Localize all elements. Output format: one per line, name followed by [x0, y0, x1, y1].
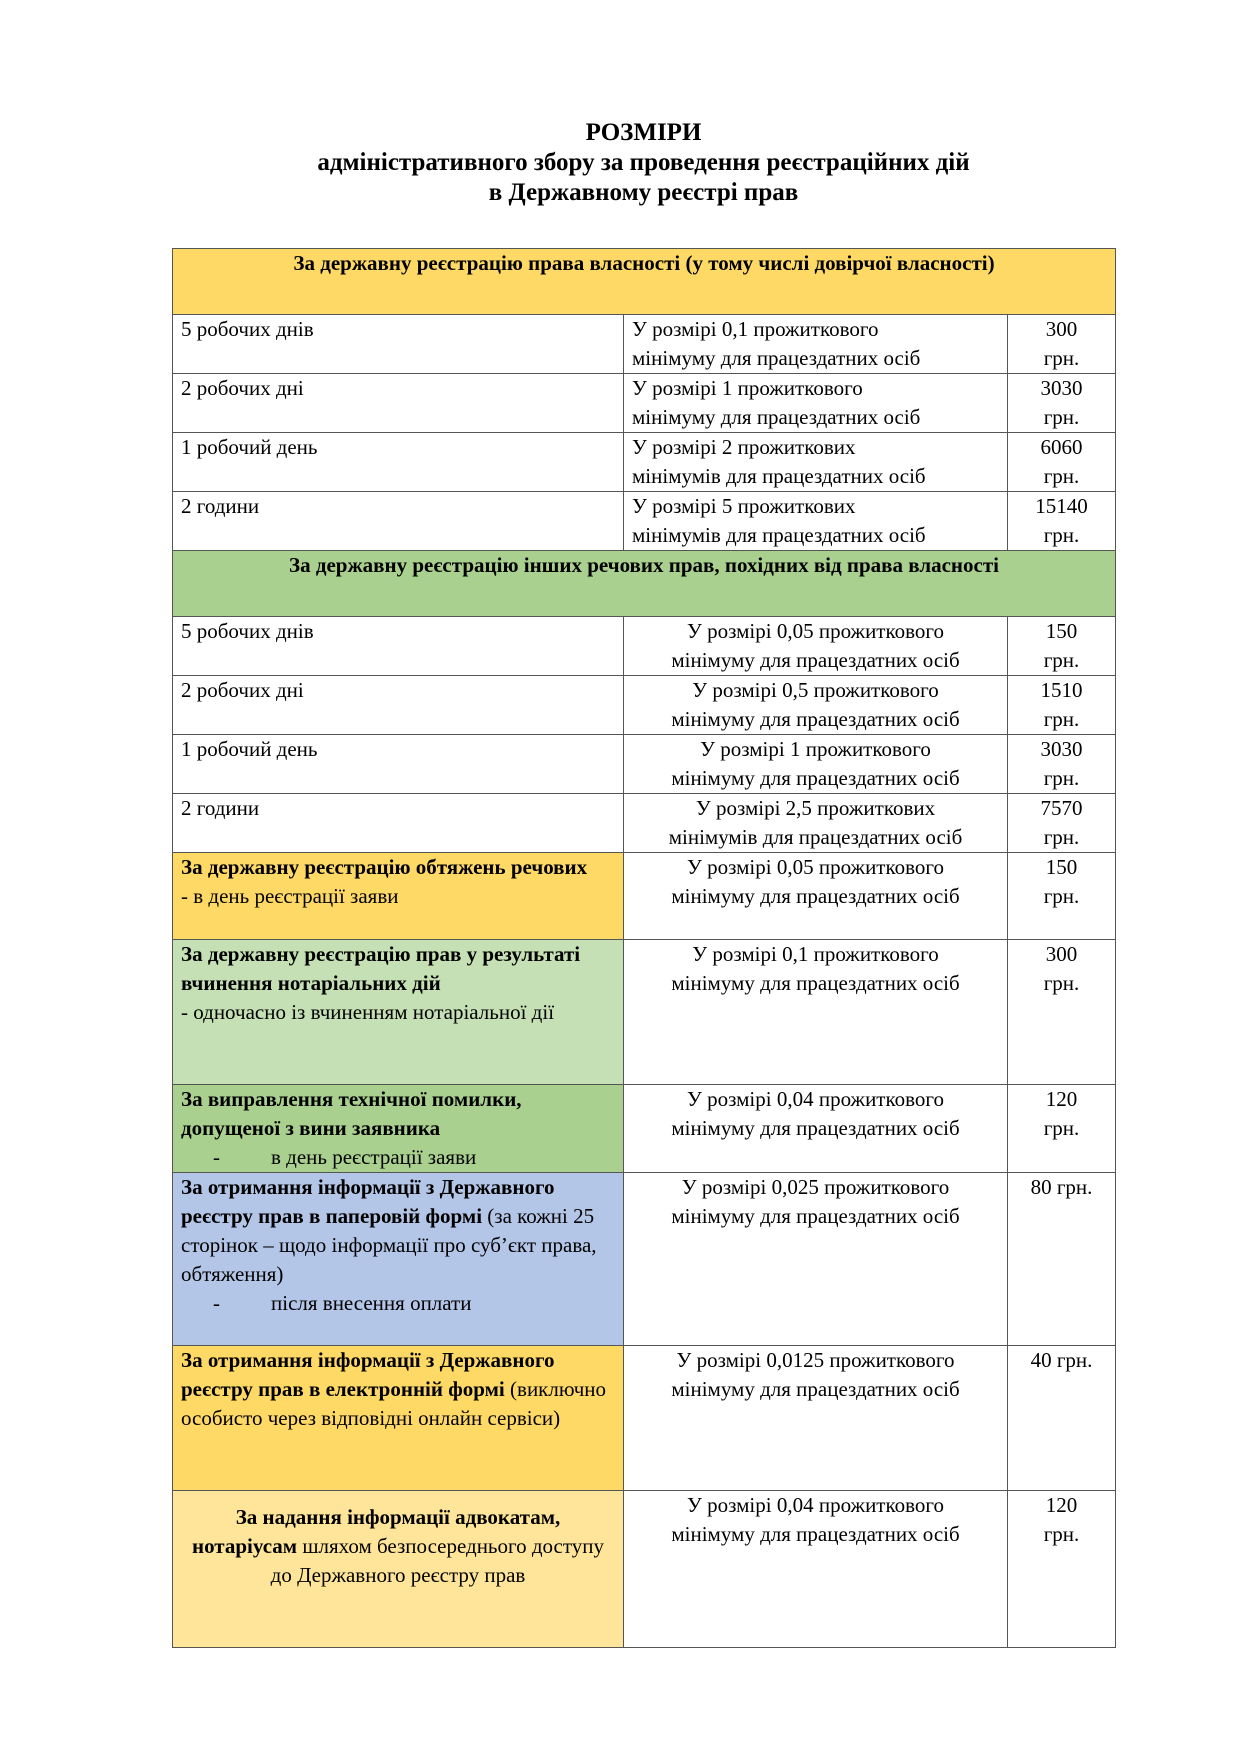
description-line: мінімуму для працездатних осіб [671, 884, 960, 908]
amount-value: 150 [1045, 855, 1078, 879]
description-line: мінімумів для працездатних осіб [632, 464, 926, 488]
amount-value: 300 [1045, 942, 1078, 966]
amount-cell: 40 грн. [1008, 1346, 1116, 1491]
table-row-paper-info [173, 1173, 1116, 1346]
amount-value: 15140 [1035, 494, 1088, 518]
amount-value: 6060 [1040, 435, 1083, 459]
section-heading-text: За державну реєстрацію права власності (у тому числі довірчої власності) [173, 249, 1116, 315]
description-line: мінімуму для працездатних осіб [671, 648, 960, 672]
description-cell [624, 794, 1008, 853]
amount-unit: грн. [1043, 825, 1080, 849]
table-row-technical-error [173, 1085, 1116, 1173]
service-note-line [181, 1143, 615, 1172]
document-title [172, 118, 1115, 208]
service-note: - в день реєстрації заяви [181, 884, 399, 908]
amount-unit: грн. [1043, 464, 1080, 488]
amount-unit: грн. [1043, 405, 1080, 429]
bullet-dash: - [213, 1145, 220, 1169]
service-title: За надання інформації адвокатам, нотаріусам [191, 1505, 561, 1558]
amount-value: 1510 [1040, 678, 1083, 702]
amount-cell [1008, 940, 1116, 1085]
fees-table [172, 248, 1116, 1648]
description-line: мінімуму для працездатних осіб [671, 1522, 960, 1546]
description-line: У розмірі 1 прожиткового [632, 376, 863, 400]
term-cell: 1 робочий день [173, 735, 624, 794]
amount-unit: грн. [1043, 766, 1080, 790]
description-line: У розмірі 0,1 прожиткового [692, 942, 939, 966]
service-text [181, 1173, 615, 1289]
service-note-line [181, 1289, 615, 1318]
term-cell: 5 робочих днів [173, 617, 624, 676]
amount-unit: грн. [1043, 707, 1080, 731]
description-line: У розмірі 0,05 прожиткового [687, 855, 944, 879]
description-cell [624, 1491, 1008, 1648]
service-note: - одночасно із вчиненням нотаріальної дії [181, 1000, 555, 1024]
description-line: мінімуму для працездатних осіб [671, 1204, 960, 1228]
description-line: мінімуму для працездатних осіб [671, 971, 960, 995]
amount-unit: грн. [1043, 884, 1080, 908]
service-title: За отримання інформації з Державного реєстру прав в паперовій формі [181, 1175, 555, 1228]
amount-unit: грн. [1043, 346, 1080, 370]
service-cell [173, 1346, 624, 1491]
table-row [173, 617, 1116, 676]
description-line: мінімуму для працездатних осіб [671, 1116, 960, 1140]
service-cell [173, 1491, 624, 1648]
table-row [173, 433, 1116, 492]
title-line-2: адміністративного збору за проведення реєстраційних дій [317, 149, 970, 176]
amount-cell [1008, 676, 1116, 735]
amount-value: 3030 [1040, 376, 1083, 400]
term-cell: 2 години [173, 492, 624, 551]
amount-cell [1008, 315, 1116, 374]
description-line: У розмірі 0,0125 прожиткового [676, 1348, 955, 1372]
description-line: У розмірі 1 прожиткового [700, 737, 931, 761]
description-line: У розмірі 0,1 прожиткового [632, 317, 879, 341]
service-note: в день реєстрації заяви [271, 1145, 477, 1169]
amount-value: 120 [1045, 1087, 1078, 1111]
service-title: За державну реєстрацію обтяжень речових [181, 855, 588, 879]
amount-cell [1008, 1491, 1116, 1648]
service-title: За отримання інформації з Державного реєстру прав в електронній формі [181, 1348, 555, 1401]
description-line: У розмірі 2 прожиткових [632, 435, 856, 459]
amount-value: 3030 [1040, 737, 1083, 761]
amount-cell: 80 грн. [1008, 1173, 1116, 1346]
table-row-notarial [173, 940, 1116, 1085]
amount-cell [1008, 433, 1116, 492]
service-cell [173, 853, 624, 940]
description-cell [624, 1085, 1008, 1173]
title-line-3: в Державному реєстрі прав [488, 179, 799, 206]
description-cell [624, 433, 1008, 492]
table-row [173, 794, 1116, 853]
description-line: мінімуму для працездатних осіб [671, 1377, 960, 1401]
description-line: мінімуму для працездатних осіб [632, 405, 921, 429]
description-line: У розмірі 0,04 прожиткового [687, 1087, 944, 1111]
table-row [173, 492, 1116, 551]
description-cell [624, 1173, 1008, 1346]
table-row-electronic-info [173, 1346, 1116, 1491]
description-line: мінімуму для працездатних осіб [632, 346, 921, 370]
service-details: шляхом безпосереднього доступу до Державного реєстру прав [270, 1534, 605, 1587]
term-cell: 2 години [173, 794, 624, 853]
description-line: У розмірі 0,5 прожиткового [692, 678, 939, 702]
service-title: За державну реєстрацію прав у результаті вчинення нотаріальних дій [181, 942, 581, 995]
section-heading-text: За державну реєстрацію інших речових прав, похідних від права власності [173, 551, 1116, 617]
description-line: мінімумів для працездатних осіб [668, 825, 963, 849]
service-details: (за кожні 25 сторінок – щодо інформації про суб’єкт права, обтяження) [181, 1204, 597, 1286]
amount-cell [1008, 374, 1116, 433]
table-row-lawyers-access [173, 1491, 1116, 1648]
service-cell [173, 1085, 624, 1173]
service-title: За виправлення технічної помилки, допущеної з вини заявника [181, 1087, 522, 1140]
amount-unit: грн. [1043, 971, 1080, 995]
service-note: після внесення оплати [271, 1291, 472, 1315]
amount-cell [1008, 492, 1116, 551]
service-text [181, 1346, 615, 1433]
term-cell: 2 робочих дні [173, 676, 624, 735]
term-cell: 5 робочих днів [173, 315, 624, 374]
table-row-encumbrances [173, 853, 1116, 940]
table-row [173, 374, 1116, 433]
amount-cell [1008, 853, 1116, 940]
amount-cell [1008, 1085, 1116, 1173]
description-line: мінімуму для працездатних осіб [671, 707, 960, 731]
service-cell [173, 940, 624, 1085]
amount-value: 150 [1045, 619, 1078, 643]
table-row [173, 315, 1116, 374]
description-cell [624, 676, 1008, 735]
term-cell: 2 робочих дні [173, 374, 624, 433]
description-line: мінімуму для працездатних осіб [671, 766, 960, 790]
description-cell [624, 735, 1008, 794]
description-line: У розмірі 0,05 прожиткового [687, 619, 944, 643]
amount-unit: грн. [1043, 1116, 1080, 1140]
description-cell [624, 1346, 1008, 1491]
description-line: мінімумів для працездатних осіб [632, 523, 926, 547]
description-cell [624, 315, 1008, 374]
description-line: У розмірі 2,5 прожиткових [695, 796, 936, 820]
service-details: (виключно особисто через відповідні онлайн сервіси) [181, 1377, 607, 1430]
amount-value: 300 [1045, 317, 1078, 341]
amount-value: 7570 [1040, 796, 1083, 820]
title-line-1: РОЗМІРИ [585, 119, 702, 146]
table-row [173, 676, 1116, 735]
description-cell [624, 853, 1008, 940]
amount-unit: грн. [1043, 1522, 1080, 1546]
amount-unit: грн. [1043, 648, 1080, 672]
bullet-dash: - [213, 1291, 220, 1315]
description-cell [624, 617, 1008, 676]
table-row [173, 735, 1116, 794]
description-line: У розмірі 5 прожиткових [632, 494, 856, 518]
description-line: У розмірі 0,025 прожиткового [681, 1175, 950, 1199]
amount-cell [1008, 735, 1116, 794]
amount-unit: грн. [1043, 523, 1080, 547]
service-cell [173, 1173, 624, 1346]
description-cell [624, 374, 1008, 433]
service-text [181, 1503, 615, 1590]
description-line: У розмірі 0,04 прожиткового [687, 1493, 944, 1517]
section-heading-other-rights [173, 551, 1116, 617]
description-cell [624, 492, 1008, 551]
amount-cell [1008, 617, 1116, 676]
section-heading-ownership [173, 249, 1116, 315]
amount-cell [1008, 794, 1116, 853]
description-cell [624, 940, 1008, 1085]
amount-value: 120 [1045, 1493, 1078, 1517]
term-cell: 1 робочий день [173, 433, 624, 492]
